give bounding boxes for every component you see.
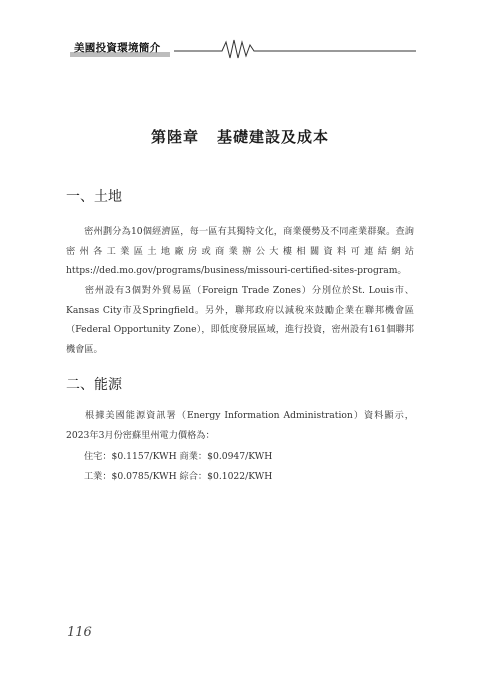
chapter-title <box>0 126 480 147</box>
land-paragraph-2-text: 密州設有3個對外貿易區（Foreign Trade Zones）分別位於St. Louis市、Kansas City市及Springfield。另外，聯邦政府以減稅來鼓勵企業在聯邦機會區（Federal Opportunity Zone），即低度發展區域，進行投資，密州設有161個聯邦機會區。 <box>66 285 414 355</box>
header-title: 美國投資環境簡介 <box>74 42 161 54</box>
section-heading-energy: 二、能源 <box>66 377 122 393</box>
land-paragraph-1-text: 密州劃分為10個經濟區，每一區有其獨特文化，商業優勢及不同產業群聚。查詢密州各工業區土地廠房或商業辦公大樓相關資料可連結網站https://ded.mo.gov/programs/business/missouri-certified-sites-program。 <box>66 226 414 276</box>
land-paragraph-1 <box>66 222 414 281</box>
chapter-name: 基礎建設及成本 <box>217 128 330 146</box>
energy-paragraph-1-text: 根據美國能源資訊署（Energy Information Administration）資料顯示，2023年3月份密蘇里州電力價格為： <box>66 410 414 441</box>
land-paragraph-2 <box>66 281 414 359</box>
chapter-number: 第陸章 <box>150 128 199 146</box>
price-line-residential-commercial: 住宅：$0.1157/KWH 商業：$0.0947/KWH <box>84 451 273 462</box>
running-header <box>66 36 416 62</box>
section-heading-land: 一、土地 <box>66 189 122 205</box>
page-number: 116 <box>67 625 92 640</box>
energy-paragraph-1 <box>66 406 414 445</box>
price-line-industrial-total: 工業：$0.0785/KWH 綜合：$0.1022/KWH <box>84 471 273 482</box>
